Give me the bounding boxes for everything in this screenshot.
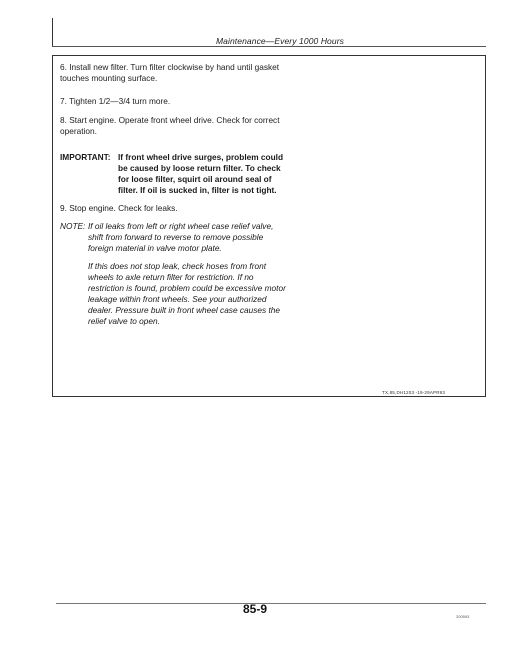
step-8: 8. Start engine. Operate front wheel drive. Check for correct operation. bbox=[60, 115, 280, 136]
step-6: 6. Install new filter. Turn filter clockwise by hand until gasket touches mounting surface. bbox=[60, 62, 280, 83]
document-code: TX,85,DH1203 -19-29APR93 bbox=[382, 390, 446, 395]
note-label: NOTE: bbox=[60, 221, 86, 231]
content-box-right bbox=[485, 55, 486, 397]
important-label: IMPORTANT: bbox=[60, 152, 111, 162]
important-text: If front wheel drive surges, problem could be caused by loose return filter. To check for loose filter, squirt oil around seal of filter. If oil is sucked in, filter is not tight. bbox=[118, 152, 284, 195]
footer-code: 200593 bbox=[456, 614, 470, 619]
note-paragraph-1: If oil leaks from left or right wheel case relief valve, shift from forward to reverse to remove possible foreign material in valve motor plate. bbox=[88, 221, 274, 253]
section-title: Maintenance—Every 1000 Hours bbox=[215, 36, 344, 46]
header-rule bbox=[52, 46, 486, 47]
header-left-margin-line bbox=[52, 18, 53, 46]
step-7: 7. Tighten 1/2—3/4 turn more. bbox=[60, 96, 171, 106]
content-box-left bbox=[52, 55, 53, 397]
content-box-bottom bbox=[52, 396, 486, 397]
page-number: 85-9 bbox=[242, 602, 268, 616]
note-paragraph-2: If this does not stop leak, check hoses from front wheels to axle return filter for restriction. If no restriction is found, problem could be excessive motor leakage within front wheels. See your authorized dealer. Pressure built in front wheel case causes the relief valve to open. bbox=[88, 261, 286, 326]
step-9: 9. Stop engine. Check for leaks. bbox=[60, 203, 178, 213]
content-box-top bbox=[52, 55, 486, 56]
